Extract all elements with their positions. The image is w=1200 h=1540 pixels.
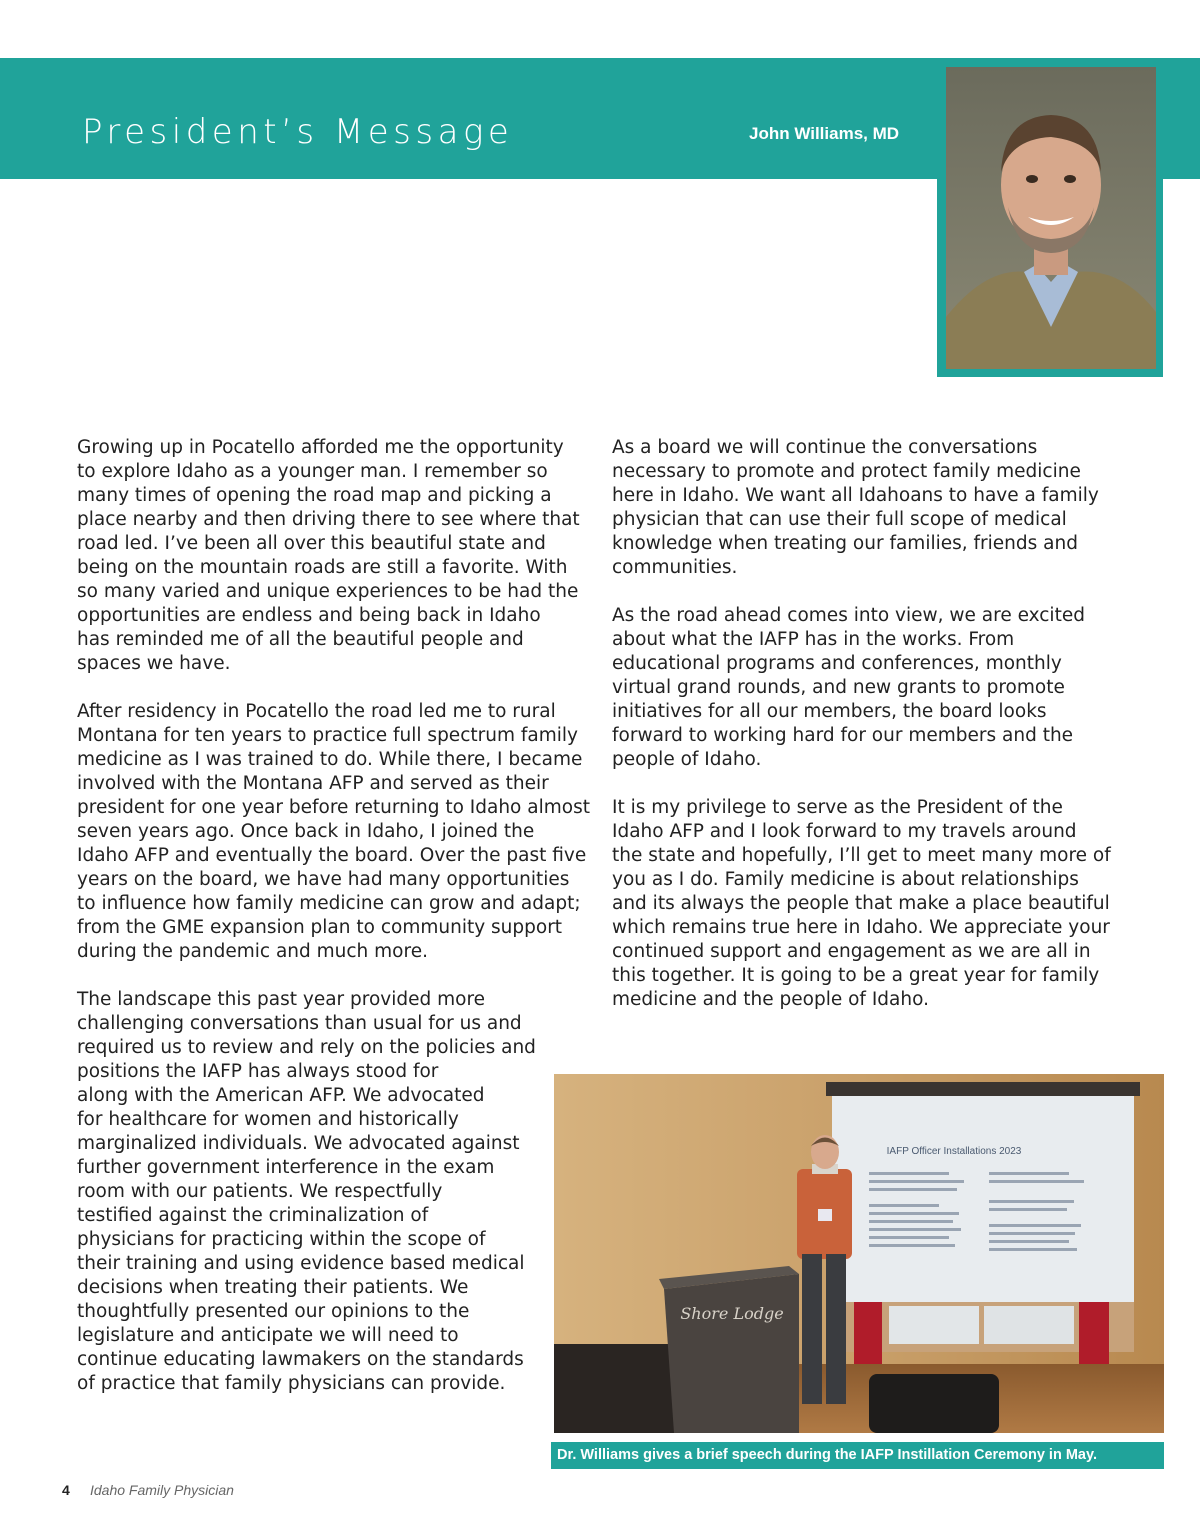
screen-title: IAFP Officer Installations 2023: [886, 1146, 1022, 1157]
page-title: President’s Message: [82, 112, 514, 152]
paragraph: As a board we will continue the conversations necessary to promote and protect family medicine here in Idaho. We want all Idahoans to have a family physician that can use their full scope of medical knowledge when treating our families, friends and communities.: [612, 437, 1099, 578]
author-name: John Williams, MD: [749, 124, 900, 143]
author-portrait: [946, 67, 1156, 369]
publication-name: Idaho Family Physician: [90, 1482, 234, 1498]
article-column-left: [77, 436, 592, 1420]
paragraph: As the road ahead comes into view, we are excited about what the IAFP has in the works. From educational programs and conferences, monthly virtual grand rounds, and new grants to promote initiatives for all our members, the board looks forward to working hard for our members and the people of Idaho.: [612, 605, 1085, 770]
podium-text: Shore Lodge: [680, 1304, 784, 1323]
event-photo: [554, 1074, 1164, 1433]
paragraph: After residency in Pocatello the road led me to rural Montana for ten years to practice full spectrum family medicine as I was trained to do. While there, I became involved with the Montana AFP and served as their president for one year before returning to Idaho almost seven years ago. Once back in Idaho, I joined the Idaho AFP and eventually the board. Over the past five years on the board, we have had many opportunities to influence how family medicine can grow and adapt; from the GME expansion plan to community support during the pandemic and much more.: [77, 701, 590, 962]
article-column-right: [612, 436, 1132, 1036]
paragraph: It is my privilege to serve as the President of the Idaho AFP and I look forward to my travels around the state and hopefully, I’ll get to meet many more of you as I do. Family medicine is about relationships and its always the people that make a place beautiful which remains true here in Idaho. We appreciate your continued support and engagement as we are all in this together. It is going to be a great year for family medicine and the people of Idaho.: [612, 797, 1111, 1010]
page-number: 4: [62, 1482, 70, 1498]
paragraph: The landscape this past year provided more challenging conversations than usual for us and required us to review and rely on the policies and positions the IAFP has always stood for along with the American AFP. We advocated for healthcare for women and historically marginalized individuals. We advocated against further government interference in the exam room with our patients. We respectfully testified against the criminalization of physicians for practicing within the scope of their training and using evidence based medical decisions when treating their patients. We thoughtfully presented our opinions to the legislature and anticipate we will need to continue educating lawmakers on the standards of practice that family physicians can provide.: [77, 989, 536, 1394]
photo-caption: Dr. Williams gives a brief speech during the IAFP Instillation Ceremony in May.: [551, 1442, 1164, 1469]
paragraph: Growing up in Pocatello afforded me the opportunity to explore Idaho as a younger man. I remember so many times of opening the road map and picking a place nearby and then driving there to see where that road led. I’ve been all over this beautiful state and being on the mountain roads are still a favorite. With so many varied and unique experiences to be had the opportunities are endless and being back in Idaho has reminded me of all the beautiful people and spaces we have.: [77, 437, 580, 674]
